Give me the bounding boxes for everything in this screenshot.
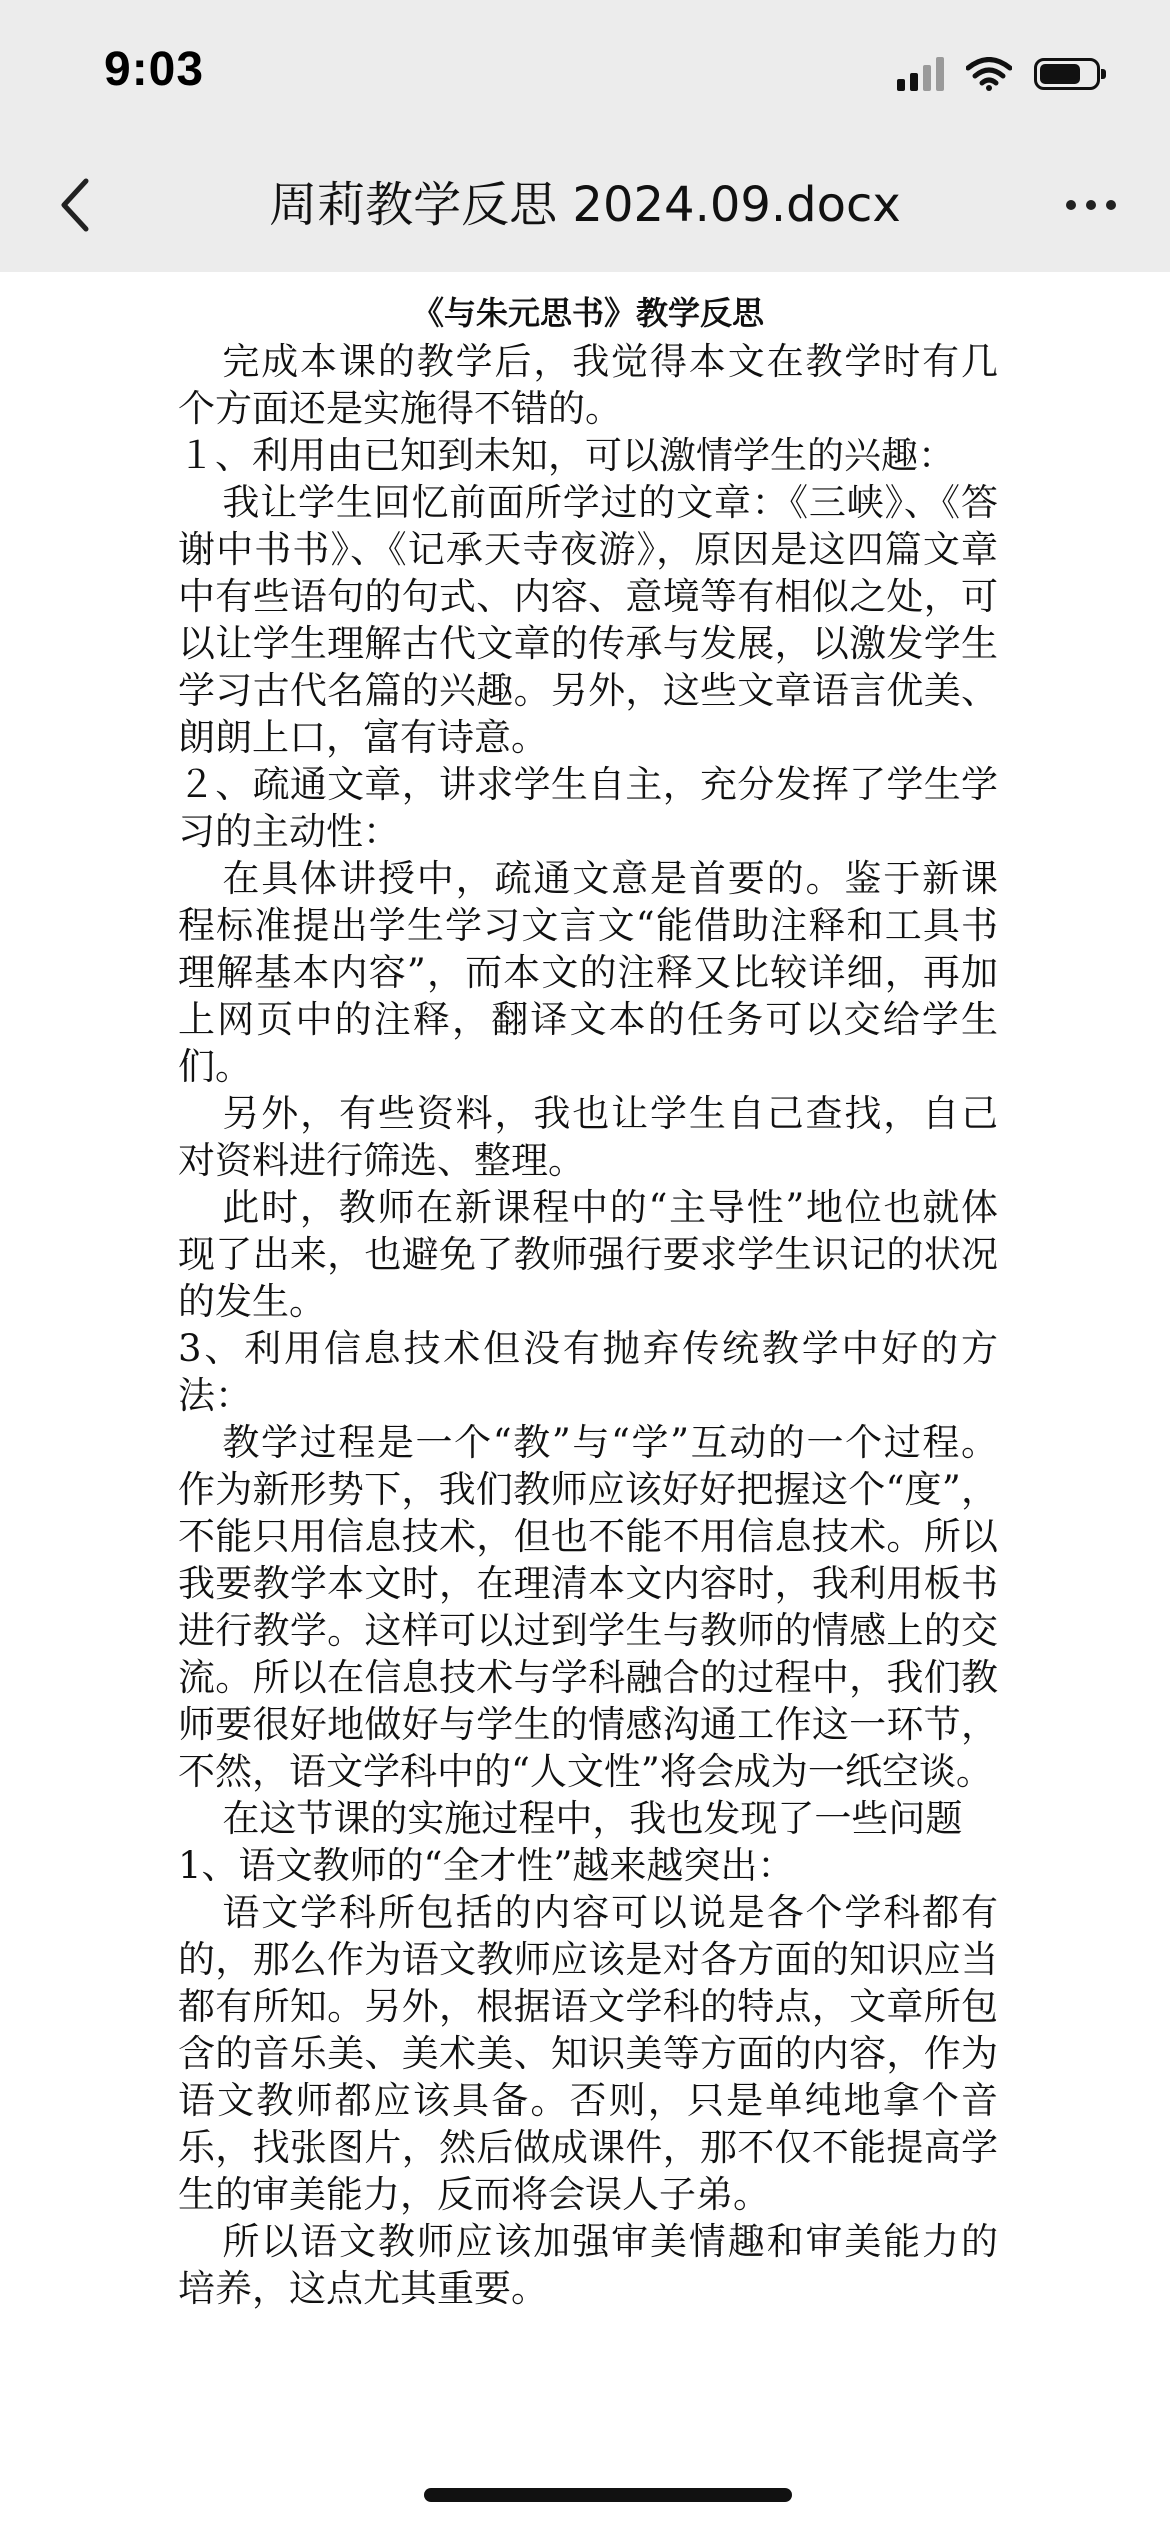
paragraph: 此时，教师在新课程中的“主导性”地位也就体现了出来，也避免了教师强行要求学生识记的状况的发生。 bbox=[178, 1186, 998, 1323]
more-options-button[interactable] bbox=[1046, 170, 1136, 240]
nav-bar bbox=[0, 150, 1170, 260]
paragraph: 完成本课的教学后，我觉得本文在教学时有几个方面还是实施得不错的。 bbox=[178, 340, 998, 430]
paragraph: 在这节课的实施过程中，我也发现了一些问题 bbox=[222, 1797, 963, 1840]
document-body[interactable] bbox=[178, 290, 998, 2312]
paragraph: 语文学科所包括的内容可以说是各个学科都有的，那么作为语文教师应该是对各方面的知识应当都有所知。另外，根据语文学科的特点，文章所包含的音乐美、美术美、知识美等方面的内容，作为语文教师都应该具备。否则，只是单纯地拿个音乐，找张图片，然后做成课件，那不仅不能提高学生的审美能力，反而将会误人子弟。 bbox=[178, 1891, 998, 2216]
section-heading: 3、利用信息技术但没有抛弃传统教学中好的方法： bbox=[178, 1327, 998, 1417]
paragraph: 另外，有些资料，我也让学生自己查找，自己对资料进行筛选、整理。 bbox=[178, 1092, 998, 1182]
section-heading: １、利用由已知到未知，可以激情学生的兴趣： bbox=[178, 434, 955, 477]
status-time: 9:03 bbox=[104, 43, 205, 96]
home-indicator[interactable] bbox=[424, 2488, 792, 2502]
section-heading: ２、疏通文章，讲求学生自主，充分发挥了学生学习的主动性： bbox=[178, 763, 998, 853]
paragraph: 我让学生回忆前面所学过的文章：《三峡》、《答谢中书书》、《记承天寺夜游》，原因是这四篇文章中有些语句的句式、内容、意境等有相似之处，可以让学生理解古代文章的传承与发展，以激发学生学习古代名篇的兴趣。另外，这些文章语言优美、朗朗上口，富有诗意。 bbox=[178, 481, 998, 759]
section-heading: 1、语文教师的“全才性”越来越突出： bbox=[178, 1844, 795, 1887]
paragraph: 所以语文教师应该加强审美情趣和审美能力的培养，这点尤其重要。 bbox=[178, 2220, 998, 2310]
more-dot-icon bbox=[1066, 200, 1076, 210]
cellular-signal-icon bbox=[897, 57, 944, 91]
document-title: 《与朱元思书》教学反思 bbox=[411, 294, 764, 332]
top-chrome bbox=[0, 0, 1170, 272]
more-dot-icon bbox=[1106, 200, 1116, 210]
back-button[interactable] bbox=[40, 170, 110, 240]
battery-icon bbox=[1034, 58, 1100, 90]
status-icons bbox=[897, 52, 1100, 96]
wifi-icon bbox=[966, 57, 1012, 91]
paragraph: 在具体讲授中，疏通文意是首要的。鉴于新课程标准提出学生学习文言文“能借助注释和工具书理解基本内容”，而本文的注释又比较详细，再加上网页中的注释，翻译文本的任务可以交给学生们。 bbox=[178, 857, 998, 1088]
more-dot-icon bbox=[1086, 200, 1096, 210]
document-filename-title: 周莉教学反思 2024.09.docx bbox=[269, 177, 901, 233]
chevron-left-icon bbox=[58, 177, 92, 233]
paragraph: 教学过程是一个“教”与“学”互动的一个过程。作为新形势下，我们教师应该好好把握这个“度”，不能只用信息技术，但也不能不用信息技术。所以我要教学本文时，在理清本文内容时，我利用板书进行教学。这样可以过到学生与教师的情感上的交流。所以在信息技术与学科融合的过程中，我们教师要很好地做好与学生的情感沟通工作这一环节，不然，语文学科中的“人文性”将会成为一纸空谈。 bbox=[178, 1421, 998, 1793]
